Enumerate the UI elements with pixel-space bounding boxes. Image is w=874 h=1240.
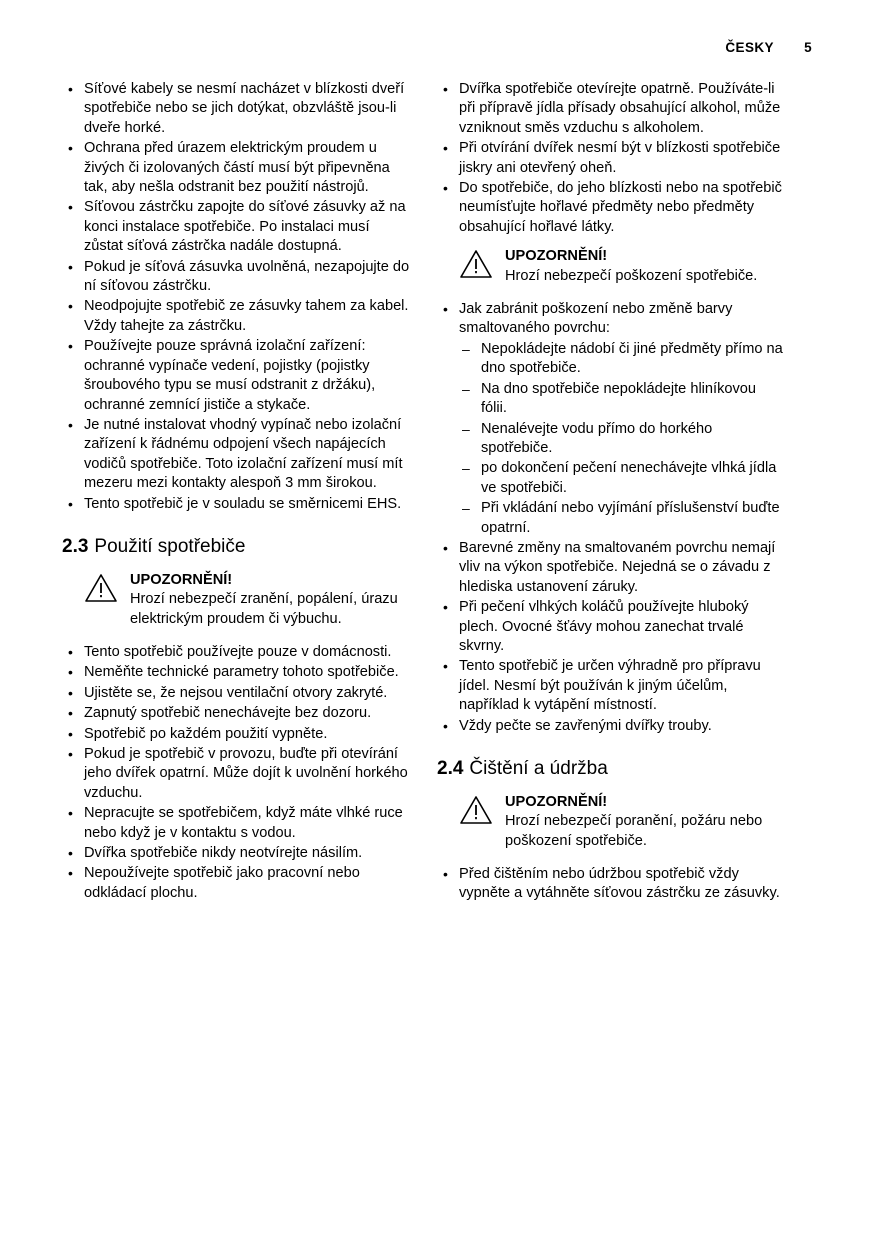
right-bullet-list-3 xyxy=(437,865,786,904)
list-item: • Zapnutý spotřebič nenechávejte bez dozoru. xyxy=(62,704,411,723)
list-item: • Barevné změny na smaltovaném povrchu nemají vliv na výkon spotřebiče. Nejedná se o závadu z hlediska ustanovení záruky. xyxy=(437,539,786,597)
warning-box-cleaning xyxy=(459,793,786,851)
list-item: • Tento spotřebič používejte pouze v domácnosti. xyxy=(62,643,411,662)
section-title: Čištění a údržba xyxy=(469,758,608,779)
warning-body: Hrozí nebezpečí zranění, popálení, úrazu elektrickým proudem či výbuchu. xyxy=(130,591,398,627)
header-language: ČESKY xyxy=(725,40,774,55)
list-item: • Ochrana před úrazem elektrickým proudem u živých či izolovaných částí musí být připevněna tak, aby nešla odstranit bez použití nástrojů. xyxy=(62,139,411,197)
page-header xyxy=(62,40,812,58)
warning-box-damage xyxy=(459,247,786,286)
list-item: • Dvířka spotřebiče nikdy neotvírejte násilím. xyxy=(62,844,411,863)
left-column xyxy=(62,80,411,905)
list-item: – Na dno spotřebiče nepokládejte hliníkovou fólii. xyxy=(459,380,786,419)
section-title: Použití spotřebiče xyxy=(94,535,246,557)
list-item: • Neměňte technické parametry tohoto spotřebiče. xyxy=(62,663,411,682)
warning-body: Hrozí nebezpečí poranění, požáru nebo poškození spotřebiče. xyxy=(505,813,763,849)
list-item: • Ujistěte se, že nejsou ventilační otvory zakryté. xyxy=(62,684,411,703)
warning-text xyxy=(505,793,786,851)
list-item: • Síťové kabely se nesmí nacházet v blízkosti dveří spotřebiče nebo se jich dotýkat, obzvláště jsou-li dveře horké. xyxy=(62,80,411,138)
list-item: • Tento spotřebič je v souladu se směrnicemi EHS. xyxy=(62,495,411,514)
list-item: • Nepracujte se spotřebičem, když máte vlhké ruce nebo když je v kontaktu s vodou. xyxy=(62,804,411,843)
list-item: • Jak zabránit poškození nebo změně barvy smaltovaného povrchu: xyxy=(437,300,786,339)
header-page-number: 5 xyxy=(804,40,812,55)
warning-text xyxy=(130,571,411,629)
list-item: • Spotřebič po každém použití vypněte. xyxy=(62,725,411,744)
two-column-body xyxy=(62,80,812,905)
list-item: • Pokud je spotřebič v provozu, buďte při otevírání jeho dvířek opatrní. Může dojít k uvolnění horkého vzduchu. xyxy=(62,745,411,803)
warning-title: UPOZORNĚNÍ! xyxy=(130,571,233,588)
list-item: • Při otvírání dvířek nesmí být v blízkosti spotřebiče jiskry ani otevřený oheň. xyxy=(437,139,786,178)
warning-triangle-icon xyxy=(459,249,493,284)
list-item: • Vždy pečte se zavřenými dvířky trouby. xyxy=(437,717,786,736)
warning-box-use xyxy=(84,571,411,629)
list-item: – Nepokládejte nádobí či jiné předměty přímo na dno spotřebiče. xyxy=(459,340,786,379)
list-item: – po dokončení pečení nenechávejte vlhká jídla ve spotřebiči. xyxy=(459,459,786,498)
section-heading-2-3 xyxy=(62,536,411,559)
list-item: • Před čištěním nebo údržbou spotřebič vždy vypněte a vytáhněte síťovou zástrčku ze zásuvky. xyxy=(437,865,786,904)
list-item: • Nepoužívejte spotřebič jako pracovní nebo odkládací plochu. xyxy=(62,864,411,903)
left-bullet-list-1 xyxy=(62,80,411,514)
list-item: • Dvířka spotřebiče otevírejte opatrně. Používáte-li při přípravě jídla přísady obsahující alkohol, může vzniknout směs vzduchu s alkoholem. xyxy=(437,80,786,138)
warning-triangle-icon xyxy=(84,573,118,608)
list-item: • Tento spotřebič je určen výhradně pro přípravu jídel. Nesmí být používán k jiným účelům, například k vytápění místností. xyxy=(437,657,786,715)
warning-body: Hrozí nebezpečí poškození spotřebiče. xyxy=(505,267,758,284)
warning-title: UPOZORNĚNÍ! xyxy=(505,248,608,265)
list-item: – Nenalévejte vodu přímo do horkého spotřebiče. xyxy=(459,420,786,459)
left-bullet-list-2 xyxy=(62,643,411,903)
section-number: 2.4 xyxy=(437,758,464,779)
list-item: – Při vkládání nebo vyjímání příslušenství buďte opatrní. xyxy=(459,499,786,538)
warning-text xyxy=(505,247,757,286)
list-item: • Při pečení vlhkých koláčů používejte hluboký plech. Ovocné šťávy mohou zanechat trvalé skvrny. xyxy=(437,598,786,656)
list-item: • Do spotřebiče, do jeho blízkosti nebo na spotřebič neumísťujte hořlavé předměty nebo předměty obsahující hořlavé látky. xyxy=(437,179,786,237)
warning-title: UPOZORNĚNÍ! xyxy=(505,793,608,810)
right-sub-list-wrap xyxy=(459,340,786,538)
right-bullet-list-1 xyxy=(437,80,786,237)
list-item: • Pokud je síťová zásuvka uvolněná, nezapojujte do ní síťovou zástrčku. xyxy=(62,258,411,297)
right-bullet-list-2 xyxy=(437,539,786,736)
section-number: 2.3 xyxy=(62,535,89,557)
section-heading-2-4 xyxy=(437,758,786,781)
list-item: • Neodpojujte spotřebič ze zásuvky tahem za kabel. Vždy tahejte za zástrčku. xyxy=(62,297,411,336)
list-item: • Je nutné instalovat vhodný vypínač nebo izolační zařízení k řádnému odpojení všech napájecích vodičů spotřebiče. Toto izolační zařízení musí mít mezeru mezi kontakty alespoň 3 mm širokou. xyxy=(62,416,411,494)
list-item: • Síťovou zástrčku zapojte do síťové zásuvky až na konci instalace spotřebiče. Po instalaci musí zůstat síťová zástrčka nadále dostupná. xyxy=(62,198,411,256)
right-bullet-intro-list xyxy=(437,300,786,339)
right-dash-list xyxy=(459,340,786,538)
right-column xyxy=(437,80,786,905)
warning-triangle-icon xyxy=(459,795,493,830)
list-item: • Používejte pouze správná izolační zařízení: ochranné vypínače vedení, pojistky (pojistky šroubového typu se musí odstranit z držáku), ochranné zemnící jističe a stykače. xyxy=(62,337,411,415)
